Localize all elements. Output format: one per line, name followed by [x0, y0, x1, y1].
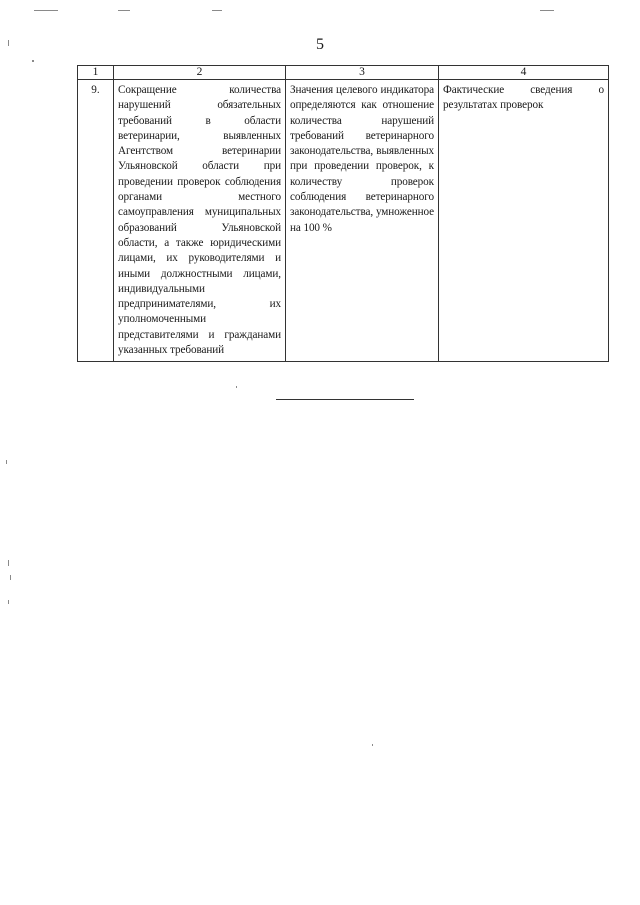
scan-speck [236, 386, 237, 388]
scan-speck [10, 575, 11, 580]
table-header [78, 66, 609, 80]
scan-speck [6, 460, 7, 464]
scan-speck [372, 744, 373, 746]
indicators-table [77, 65, 609, 362]
table-header-row [78, 66, 609, 80]
indicator-calculation-cell: Значения целевого индикатора определяются как отношение количества нарушений требований ветеринарного законодательства, выявленных при проведении проверок, к количеству проверок соблюдения ветеринарного законодательства, умноженное на 100 % [286, 80, 439, 362]
indicator-description-cell: Сокращение количества нарушений обязательных требований в области ветеринарии, выявленных Агентством ветеринарии Ульяновской области при проведении проверок соблюдения органами местного самоуправления муниципальных образований Ульяновской области, а также юридическими лицами, их руководителями и иными должностными лицами, индивидуальными предпринимателями, их уполномоченными представителями и гражданами указанных требований [114, 80, 286, 362]
column-header-2: 2 [114, 66, 286, 80]
page-number: 5 [316, 36, 324, 53]
row-number-cell: 9. [78, 80, 114, 362]
scan-speck [118, 10, 130, 11]
data-source-cell: Фактические сведения о результатах проверок [439, 80, 609, 362]
scan-speck [540, 10, 554, 11]
column-header-1: 1 [78, 66, 114, 80]
table-body [78, 80, 609, 362]
scan-speck [8, 600, 9, 604]
scan-speck [212, 10, 222, 11]
end-of-document-rule [276, 399, 414, 400]
scan-speck [8, 560, 9, 566]
column-header-3: 3 [286, 66, 439, 80]
scan-speck [32, 60, 34, 62]
column-header-4: 4 [439, 66, 609, 80]
scan-speck [8, 40, 9, 46]
scan-speck [34, 10, 58, 11]
table-row [78, 80, 609, 362]
